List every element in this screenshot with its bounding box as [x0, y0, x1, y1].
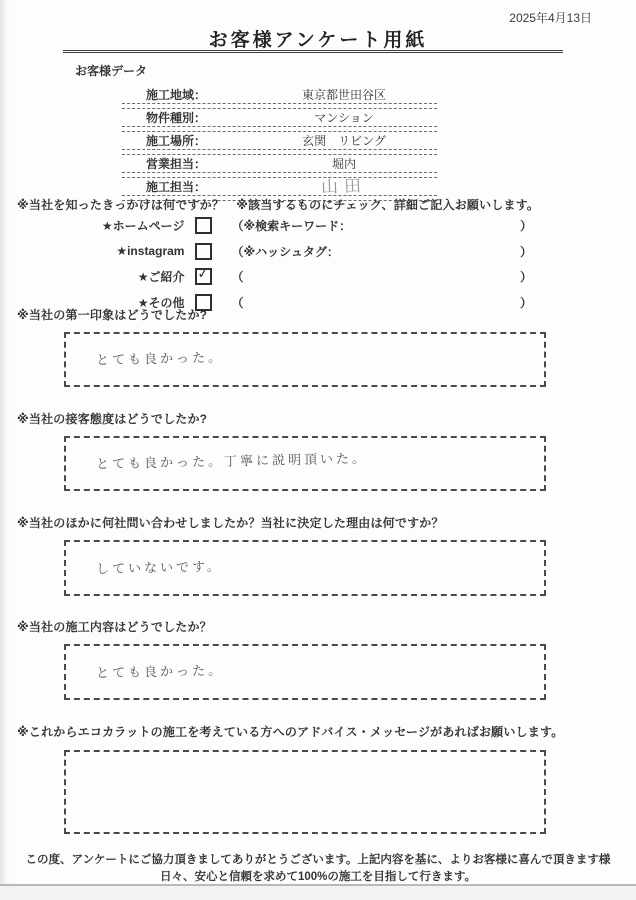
- form-date: 2025年4月13日: [509, 11, 592, 25]
- detail-close-paren: ）: [519, 219, 532, 234]
- checkbox-unchecked: [195, 217, 212, 234]
- title-underline: [63, 50, 563, 53]
- table-row: [122, 109, 437, 127]
- handwritten-name: 山田: [320, 176, 368, 197]
- referral-option-referral: [70, 264, 532, 290]
- option-label: ★ホームページ: [101, 219, 185, 234]
- table-row: [122, 155, 437, 173]
- row-label: 営業担当：: [146, 157, 207, 171]
- detail-open-paren: （: [231, 295, 244, 310]
- checkbox-checked: [195, 264, 212, 285]
- check-mark: ✓: [196, 264, 212, 284]
- referral-options: [70, 213, 532, 315]
- question-1-heading: ※当社の第一印象はどうでしたか?: [17, 308, 208, 322]
- option-detail: [231, 294, 532, 311]
- question-4-answer-box: [64, 644, 546, 700]
- footer-line-2: 日々、安心と信頼を求めて100%の施工を目指して行きます。: [160, 870, 476, 883]
- question-2-heading: ※当社の接客態度はどうでしたか?: [17, 412, 208, 426]
- footer-thanks-message: [0, 852, 636, 885]
- question-3-answer-box: [64, 540, 546, 596]
- checkbox-unchecked: [195, 243, 212, 260]
- handwritten-answer: とても良かった。: [95, 349, 225, 368]
- handwritten-answer: とても良かった。丁寧に説明頂いた。: [95, 450, 369, 472]
- question-5-heading: ※これからエコカラットの施工を考えている方へのアドバイス・メッセージがあればお願いします。: [17, 725, 564, 739]
- referral-section-heading: ※当社を知ったきっかけは何ですか？ ※該当するものにチェック、詳細ご記入お願いします。: [17, 198, 540, 212]
- detail-open-paren: （: [231, 270, 244, 285]
- option-detail: [231, 268, 532, 285]
- question-1-answer-box: [64, 332, 546, 387]
- question-5-answer-box: [64, 750, 546, 834]
- referral-option-homepage: [70, 213, 532, 239]
- detail-open-label: （※検索キーワード：: [231, 219, 352, 234]
- question-4-heading: ※当社の施工内容はどうでしたか？: [17, 620, 212, 634]
- row-label: 施工場所：: [146, 134, 207, 148]
- detail-open-label: （※ハッシュタグ：: [231, 244, 339, 259]
- row-label: 物件種別：: [146, 111, 207, 125]
- footer-line-1: この度、アンケートにご協力頂きましてありがとうございます。上記内容を基に、よりお客様に喜んで頂きます様: [25, 854, 611, 866]
- form-title: お客様アンケート用紙: [208, 30, 428, 51]
- row-label: 施工地域：: [146, 88, 207, 102]
- question-2-answer-box: [64, 436, 546, 491]
- handwritten-answer: [66, 791, 96, 792]
- referral-option-instagram: [70, 239, 532, 265]
- option-label: ★instagram: [116, 244, 185, 259]
- row-label: 施工担当：: [146, 180, 207, 194]
- page-bottom-edge: [0, 884, 636, 900]
- row-value: 堀内: [331, 157, 356, 171]
- option-detail: [231, 217, 532, 234]
- option-label: ★ご紹介: [137, 270, 185, 285]
- table-row: [122, 132, 437, 150]
- row-value: マンション: [314, 111, 374, 125]
- customer-data-heading: お客様データ: [75, 64, 148, 78]
- detail-close-paren: ）: [519, 295, 532, 310]
- table-row: [122, 178, 437, 196]
- handwritten-answer: とても良かった。: [95, 662, 225, 680]
- option-label: ★その他: [137, 295, 185, 310]
- handwritten-answer: していないです。: [95, 558, 224, 576]
- detail-close-paren: ）: [519, 270, 532, 285]
- question-3-heading: ※当社のほかに何社問い合わせしましたか？当社に決定した理由は何ですか？: [17, 516, 444, 530]
- option-detail: [231, 243, 532, 260]
- row-value: 東京都世田谷区: [301, 88, 386, 102]
- table-row: [122, 86, 437, 104]
- customer-data-table: [122, 86, 437, 201]
- row-value: 玄関 リビング: [302, 134, 386, 148]
- detail-close-paren: ）: [519, 244, 532, 259]
